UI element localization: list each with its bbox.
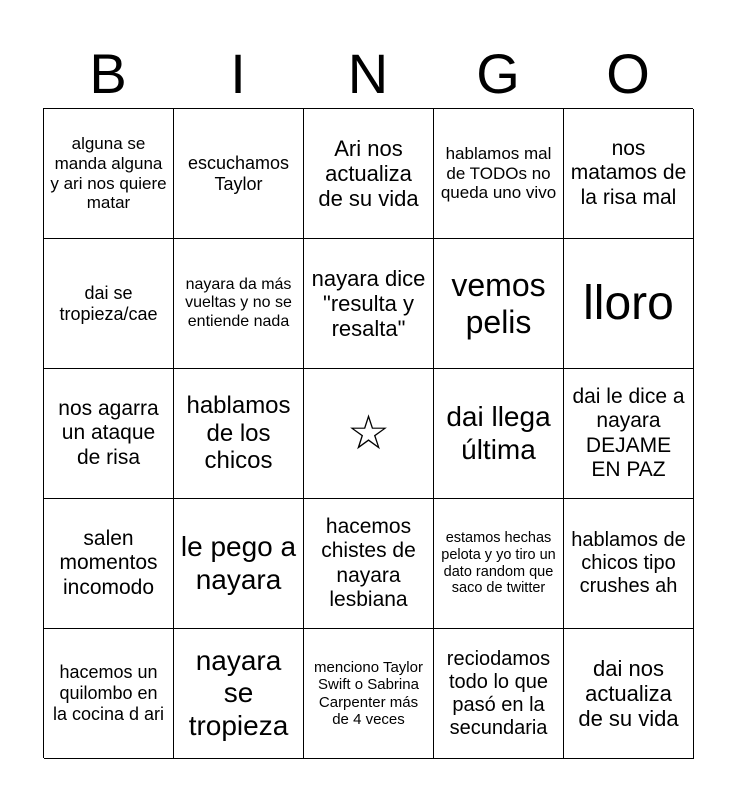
bingo-cell[interactable]: menciono Taylor Swift o Sabrina Carpenter más de 4 veces [304,629,434,759]
bingo-cell[interactable]: hablamos de chicos tipo crushes ah [564,499,694,629]
header-letter-g: G [476,42,520,105]
header-letter-i: I [230,42,246,105]
bingo-cell[interactable]: Ari nos actualiza de su vida [304,109,434,239]
header-letter-b: B [89,42,127,105]
bingo-header [43,40,693,108]
bingo-cell[interactable]: hacemos chistes de nayara lesbiana [304,499,434,629]
bingo-cell[interactable]: dai le dice a nayara DEJAME EN PAZ [564,369,694,499]
bingo-cell[interactable]: dai llega última [434,369,564,499]
bingo-cell[interactable]: le pego a nayara [174,499,304,629]
free-space-star-icon[interactable]: ☆ [304,369,434,499]
bingo-cell[interactable]: nayara se tropieza [174,629,304,759]
bingo-cell[interactable]: reciodamos todo lo que pasó en la secundaria [434,629,564,759]
bingo-cell[interactable]: nayara dice "resulta y resalta" [304,239,434,369]
header-letter-n: N [347,42,389,105]
bingo-cell[interactable]: estamos hechas pelota y yo tiro un dato random que saco de twitter [434,499,564,629]
bingo-cell[interactable]: nayara da más vueltas y no se entiende nada [174,239,304,369]
bingo-cell[interactable]: vemos pelis [434,239,564,369]
bingo-cell[interactable]: hacemos un quilombo en la cocina d ari [44,629,174,759]
bingo-cell[interactable]: nos matamos de la risa mal [564,109,694,239]
bingo-grid [43,108,693,758]
bingo-cell[interactable]: lloro [564,239,694,369]
bingo-cell[interactable]: hablamos mal de TODOs no queda uno vivo [434,109,564,239]
bingo-cell[interactable]: dai se tropieza/cae [44,239,174,369]
header-letter-o: O [606,42,650,105]
bingo-cell[interactable]: alguna se manda alguna y ari nos quiere matar [44,109,174,239]
bingo-cell[interactable]: dai nos actualiza de su vida [564,629,694,759]
bingo-cell[interactable]: escuchamos Taylor [174,109,304,239]
bingo-cell[interactable]: salen momentos incomodo [44,499,174,629]
bingo-cell[interactable]: hablamos de los chicos [174,369,304,499]
bingo-cell[interactable]: nos agarra un ataque de risa [44,369,174,499]
